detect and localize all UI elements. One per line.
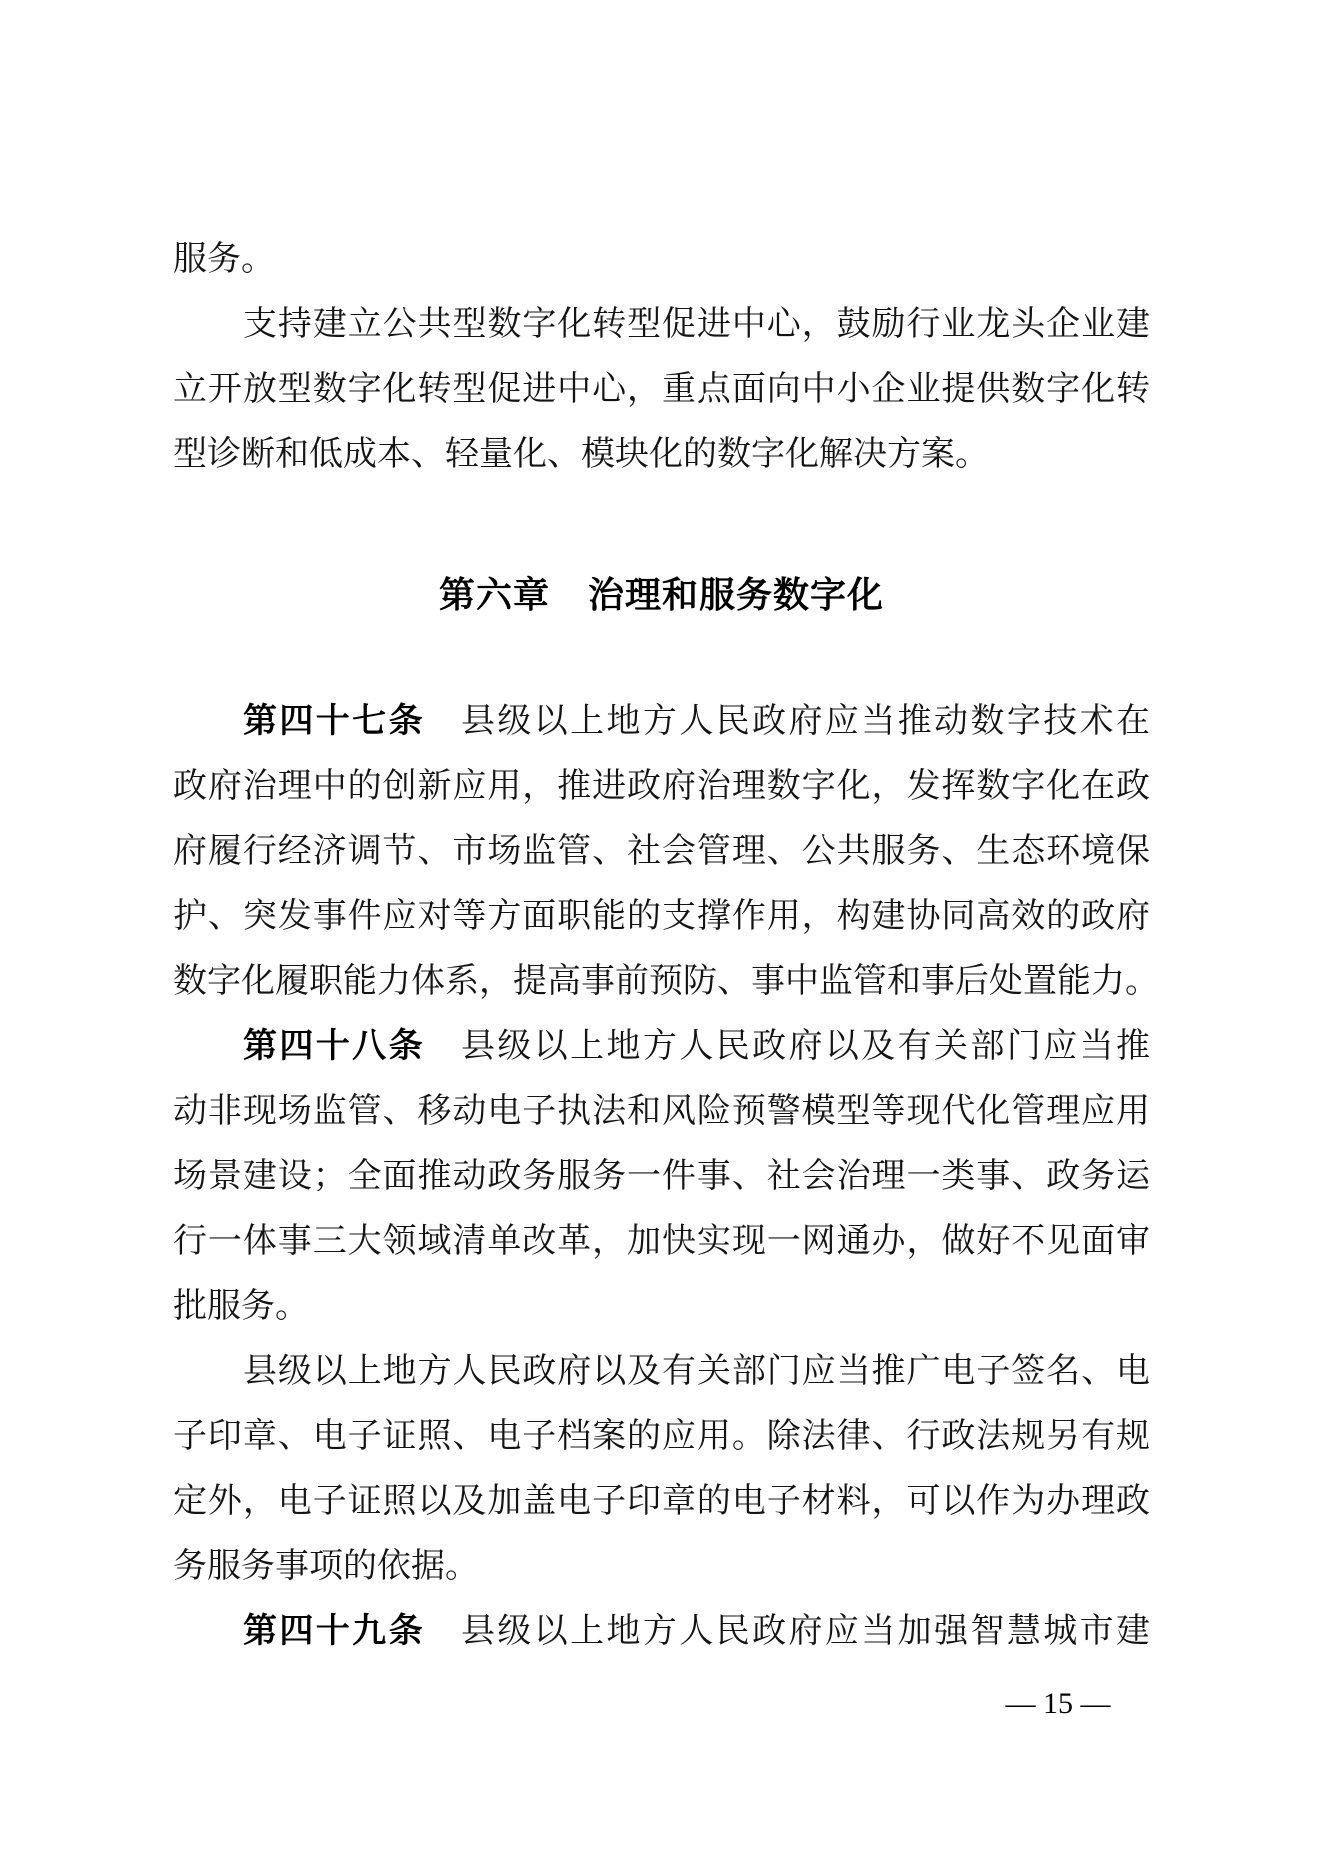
text-line [173,1599,1150,1664]
article-number: 第四十七条 [243,702,425,740]
text-line [173,689,1150,754]
line-text: 县级以上地方人民政府以及有关部门应当推广电子签名、电 [243,1353,1150,1390]
line-text: 服务。 [173,241,275,278]
text-line [173,357,1150,422]
text-line [173,754,1150,819]
text-line [173,1144,1150,1209]
line-text: 子印章、电子证照、电子档案的应用。除法律、行政法规另有规 [173,1418,1150,1455]
text-line [173,1209,1150,1274]
text-line [173,422,1150,487]
line-text: 批服务。 [173,1288,309,1325]
text-line [173,819,1150,884]
text-line [173,1404,1150,1469]
text-block-bottom [173,689,1159,1664]
line-text: 支持建立公共型数字化转型促进中心，鼓励行业龙头企业建 [243,306,1150,343]
line-text: 定外，电子证照以及加盖电子印章的电子材料，可以作为办理政 [173,1483,1150,1520]
text-line [173,1274,1150,1339]
line-text: 立开放型数字化转型促进中心，重点面向中小企业提供数字化转 [173,371,1150,408]
line-text: 场景建设；全面推动政务服务一件事、社会治理一类事、政务运 [173,1158,1150,1195]
chapter-title: 治理和服务数字化 [588,574,885,615]
article-number: 第四十九条 [243,1612,425,1650]
text-line [173,884,1150,949]
line-text: 县级以上地方人民政府以及有关部门应当推 [460,1028,1151,1065]
article-number: 第四十八条 [243,1027,425,1065]
chapter-heading [173,562,1150,627]
line-text: 县级以上地方人民政府应当加强智慧城市建 [460,1613,1151,1650]
text-block-top [173,227,1150,487]
line-text: 府履行经济调节、市场监管、社会管理、公共服务、生态环境保 [173,833,1150,870]
line-text: 政府治理中的创新应用，推进政府治理数字化，发挥数字化在政 [173,768,1150,805]
text-line [173,1339,1150,1404]
line-text: 动非现场监管、移动电子执法和风险预警模型等现代化管理应用 [173,1093,1150,1130]
line-text: 型诊断和低成本、轻量化、模块化的数字化解决方案。 [173,436,989,473]
line-text: 护、突发事件应对等方面职能的支撑作用，构建协同高效的政府 [173,898,1150,935]
text-line [173,949,1159,1014]
line-text: 县级以上地方人民政府应当推动数字技术在 [460,703,1151,740]
line-text: 务服务事项的依据。 [173,1548,479,1585]
text-line [173,227,1150,292]
text-line [173,1014,1150,1079]
page-content [173,227,1159,1664]
text-line [173,1469,1150,1534]
text-line [173,1079,1150,1144]
text-line [173,292,1150,357]
line-text: 行一体事三大领域清单改革，加快实现一网通办，做好不见面审 [173,1223,1150,1260]
line-text: 数字化履职能力体系，提高事前预防、事中监管和事后处置能力。 [173,963,1159,1000]
page-number: — 15 — [1005,1687,1111,1720]
text-line [173,1534,1150,1599]
chapter-number: 第六章 [438,574,550,615]
